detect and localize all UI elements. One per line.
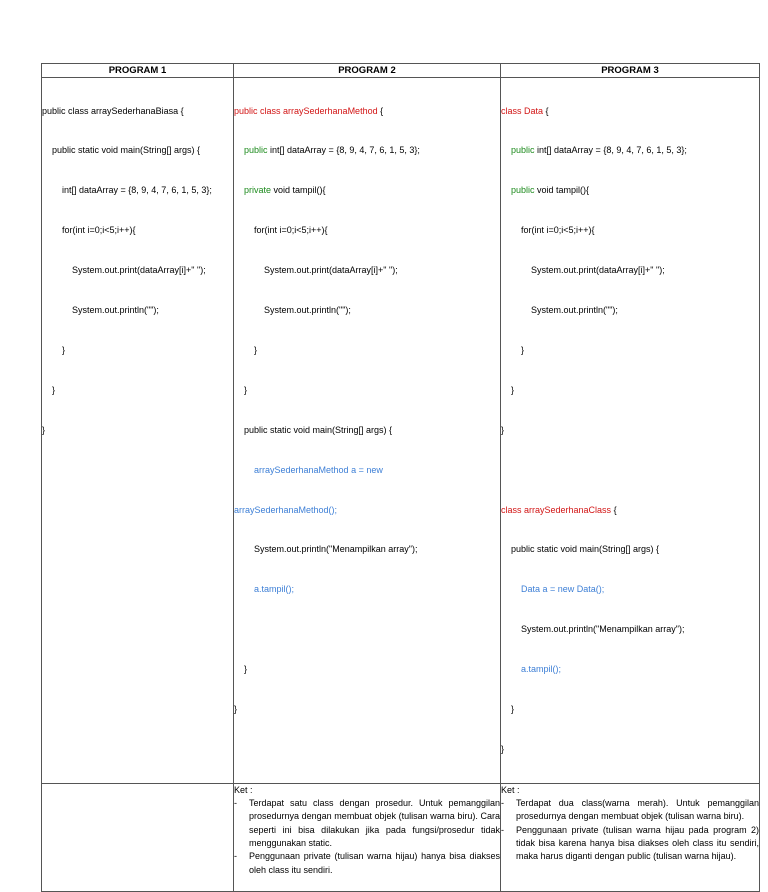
code-line: public static void main(String[] args) { (501, 544, 660, 555)
note-item: - Terdapat dua class(warna merah). Untuk pemanggilan prosedurnya dengan membuat objek (tulisan warna biru). (501, 797, 759, 824)
notes-title: Ket : (501, 784, 520, 795)
code-line: System.out.println(""); (42, 305, 159, 316)
code-row (42, 78, 760, 784)
program-2-notes (234, 783, 501, 891)
method-call: a.tampil(); (234, 584, 295, 595)
class-declaration: class Data (501, 105, 544, 116)
code-line: } (234, 703, 238, 714)
code-line: for(int i=0;i<5;i++){ (501, 225, 595, 236)
access-modifier: public (501, 145, 535, 156)
code-line: public void tampil(){ (501, 185, 590, 196)
code-line: System.out.println("Menampilkan array"); (234, 544, 418, 555)
object-creation: arraySederhanaMethod a = new (234, 464, 383, 475)
class-declaration: public class arraySederhanaMethod (234, 105, 378, 116)
notes-row (42, 783, 760, 891)
note-item: - Penggunaan private (tulisan warna hijau) hanya bisa diakses oleh class itu sendiri. (234, 850, 500, 877)
object-creation: Data a = new Data(); (501, 584, 605, 595)
code-line: int[] dataArray = {8, 9, 4, 7, 6, 1, 5, 3}; (42, 185, 212, 196)
access-modifier: private (234, 185, 272, 196)
method-call: a.tampil(); (501, 664, 562, 675)
code-line: } (501, 703, 515, 714)
code-line: class Data { (501, 105, 549, 116)
code-line: private void tampil(){ (234, 185, 326, 196)
header-program-2: PROGRAM 2 (234, 64, 501, 78)
code-line: } (501, 743, 505, 754)
code-line: } (42, 344, 66, 355)
code-line: System.out.println("Menampilkan array"); (501, 624, 685, 635)
notes-list (501, 797, 759, 863)
program-comparison-table (41, 63, 760, 892)
code-line: public class arraySederhanaMethod { (234, 105, 384, 116)
code-line: } (501, 384, 515, 395)
code-line: public int[] dataArray = {8, 9, 4, 7, 6, 1, 5, 3}; (501, 145, 687, 156)
program-3-code (501, 78, 760, 784)
code-line: public static void main(String[] args) { (234, 424, 393, 435)
header-program-3: PROGRAM 3 (501, 64, 760, 78)
code-line: public static void main(String[] args) { (42, 145, 201, 156)
code-line: System.out.print(dataArray[i]+" "); (501, 265, 665, 276)
notes-title: Ket : (234, 784, 253, 795)
header-program-1: PROGRAM 1 (42, 64, 234, 78)
access-modifier: public (234, 145, 268, 156)
code-line: } (234, 384, 248, 395)
access-modifier: public (501, 185, 535, 196)
notes-list (234, 797, 500, 877)
code-line: } (234, 664, 248, 675)
code-line: public int[] dataArray = {8, 9, 4, 7, 6, 1, 5, 3}; (234, 145, 420, 156)
program-3-notes (501, 783, 760, 891)
code-line: for(int i=0;i<5;i++){ (42, 225, 136, 236)
header-row (42, 64, 760, 78)
program-2-code (234, 78, 501, 784)
code-line: } (42, 384, 56, 395)
code-line (501, 464, 759, 477)
code-line: System.out.print(dataArray[i]+" "); (234, 265, 398, 276)
note-item: - Penggunaan private (tulisan warna hijau pada program 2) tidak bisa karena hanya bisa diakses oleh class itu sendiri, maka harus diganti dengan public (tulisan warna hijau). (501, 824, 759, 864)
code-line: } (234, 344, 258, 355)
program-1-notes (42, 783, 234, 891)
code-line: System.out.print(dataArray[i]+" "); (42, 265, 206, 276)
code-line: class arraySederhanaClass { (501, 504, 617, 515)
class-declaration: class arraySederhanaClass (501, 504, 612, 515)
code-line: } (501, 424, 505, 435)
code-line: } (42, 424, 46, 435)
code-line: System.out.println(""); (501, 305, 618, 316)
code-line: for(int i=0;i<5;i++){ (234, 225, 328, 236)
code-line: } (501, 344, 525, 355)
note-item: - Terdapat satu class dengan prosedur. Untuk pemanggilan prosedurnya dengan membuat objek (tulisan warna biru). Cara seperti ini bisa dilakukan jika pada fungsi/prosedur tidak menggunakan static. (234, 797, 500, 850)
code-line (234, 623, 500, 636)
code-line: System.out.println(""); (234, 305, 351, 316)
code-line: public class arraySederhanaBiasa { (42, 105, 184, 116)
object-creation: arraySederhanaMethod(); (234, 504, 338, 515)
program-1-code (42, 78, 234, 784)
